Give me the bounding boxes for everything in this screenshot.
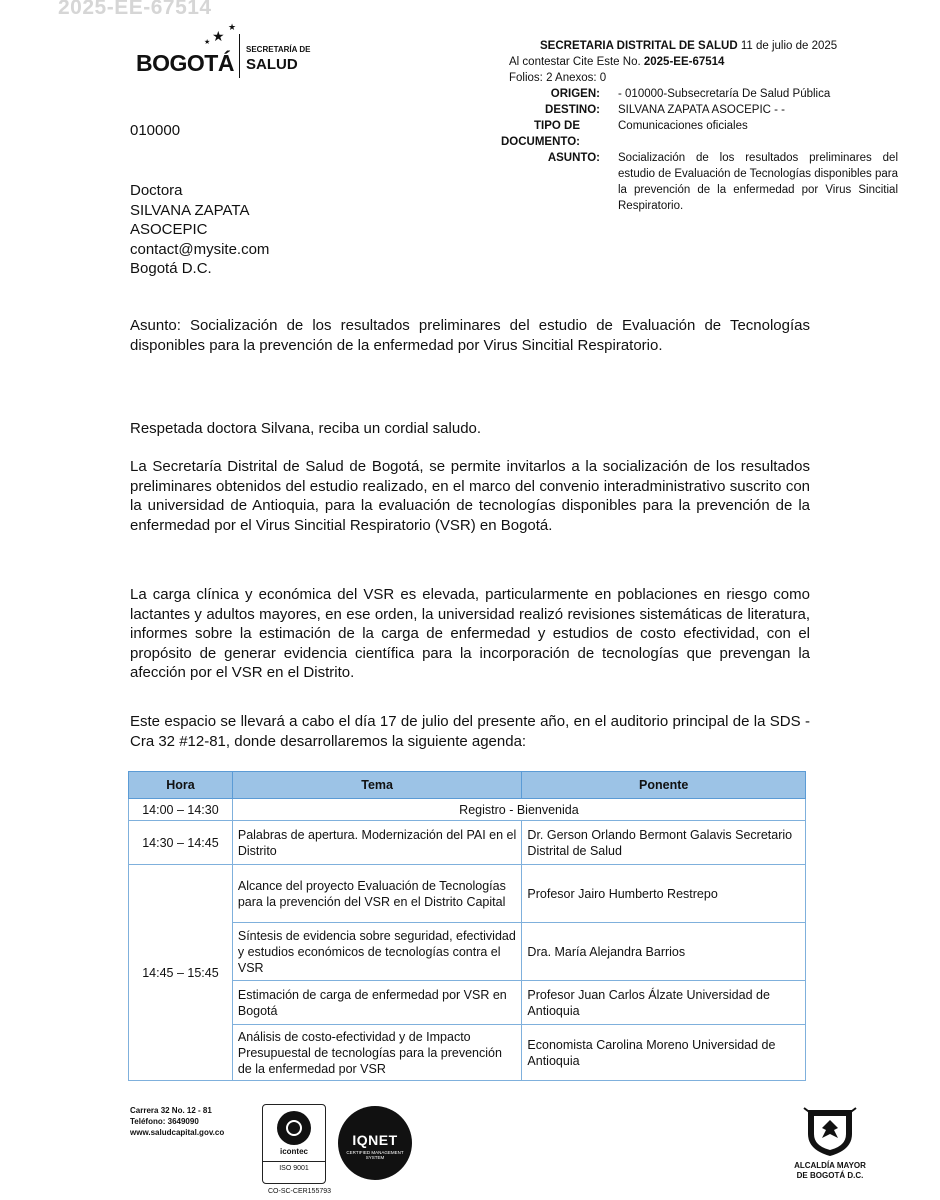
footer-address: Carrera 32 No. 12 - 81: [130, 1106, 212, 1115]
agenda-hora: 14:00 – 14:30: [129, 799, 233, 821]
table-row: [129, 865, 806, 923]
body-paragraph-3: Este espacio se llevará a cabo el día 17 de julio del presente año, en el auditorio principal de la SDS -Cra 32 #12-81, donde desarrollaremos la siguiente agenda:: [130, 713, 810, 750]
subject-paragraph: Asunto: Socialización de los resultados preliminares del estudio de Evaluación de Tecnologías disponibles para la prevención de la enfermedad por Virus Sincitial Respiratorio.: [130, 317, 810, 354]
document-watermark: 2025-EE-67514: [58, 0, 212, 19]
star-icon: ★: [204, 39, 211, 46]
header-hora: Hora: [129, 772, 233, 799]
body-paragraph-2: La carga clínica y económica del VSR es elevada, particularmente en poblaciones en riesgo como lactantes y adultos mayores, en ese orden, la universidad realizó revisiones sistemáticas de literatura, informes sobre la estimación de la carga de enfermedad y estudios de costo efectividad, con el propósito de generar evidencia científica para la incorporación de tecnologías que prevengan la afección por el VSR en el Distrito.: [130, 586, 810, 681]
recipient-name: SILVANA ZAPATA: [130, 201, 250, 219]
recipient-title: Doctora: [130, 182, 183, 199]
agenda-table: [128, 771, 806, 1081]
iqnet-certification-badge: [338, 1106, 412, 1180]
header-ponente: Ponente: [522, 772, 806, 799]
alcaldia-label: [778, 1161, 882, 1181]
agenda-tema: Análisis de costo-efectividad y de Impacto Presupuestal de tecnologías para la prevención de la enfermedad por VSR: [232, 1025, 522, 1081]
alcaldia-line-1: ALCALDÍA MAYOR: [794, 1161, 866, 1170]
cite-number: 2025-EE-67514: [643, 56, 725, 68]
asunto-label: ASUNTO:: [547, 152, 600, 164]
agenda-tema: Palabras de apertura. Modernización del PAI en el Distrito: [232, 821, 522, 865]
agenda-ponente: Dra. María Alejandra Barrios: [522, 923, 806, 981]
icontec-certification-badge: [262, 1104, 326, 1184]
table-row: [129, 821, 806, 865]
footer-address-block: [130, 1105, 224, 1138]
certificate-code: CO-SC-CER155793: [268, 1188, 332, 1195]
bogota-salud-logo: [136, 22, 326, 80]
agenda-tema: Estimación de carga de enfermedad por VSR en Bogotá: [232, 981, 522, 1025]
cite-prefix: Al contestar Cite Este No.: [509, 56, 641, 68]
cite-line: [509, 54, 724, 70]
logo-city: BOGOTÁ: [136, 50, 234, 76]
star-icon: ★: [228, 22, 237, 32]
office-code: 010000: [130, 122, 181, 139]
agenda-ponente: Economista Carolina Moreno Universidad de Antioquia: [522, 1025, 806, 1081]
agenda-tema: Registro - Bienvenida: [232, 799, 805, 821]
table-row: [129, 799, 806, 821]
agenda-tema: Síntesis de evidencia sobre seguridad, efectividad y estudios económicos de tecnologías contra el VSR: [232, 923, 522, 981]
footer-phone: Teléfono: 3649090: [130, 1117, 199, 1126]
icontec-logo-icon: [277, 1111, 311, 1145]
tipo-value: Comunicaciones oficiales: [618, 120, 748, 132]
header-entity-line: [540, 38, 837, 54]
bogota-coat-of-arms-icon: [800, 1104, 860, 1158]
header-date: 11 de julio de 2025: [740, 40, 838, 52]
tipo-label-1: TIPO DE: [533, 120, 580, 132]
recipient-city: Bogotá D.C.: [130, 260, 212, 277]
folios: Folios: 2 Anexos: 0: [509, 72, 607, 84]
header-tema: Tema: [232, 772, 522, 799]
logo-secretaria: SECRETARÍA DE: [246, 45, 311, 54]
logo-divider: [239, 34, 240, 78]
iqnet-sub-label: CERTIFIED MANAGEMENT SYSTEM: [346, 1150, 404, 1160]
recipient-email: contact@mysite.com: [130, 240, 270, 258]
tipo-label-2: DOCUMENTO:: [500, 136, 580, 148]
star-icon: ★: [212, 28, 225, 44]
origen-value: - 010000-Subsecretaría De Salud Pública: [618, 88, 831, 100]
agenda-hora: 14:45 – 15:45: [129, 865, 233, 1081]
agenda-tema: Alcance del proyecto Evaluación de Tecnologías para la prevención del VSR en el Distrito Capital: [232, 865, 522, 923]
body-paragraph-1: La Secretaría Distrital de Salud de Bogotá, se permite invitarlos a la socialización de los resultados preliminares obtenidos del estudio realizado, en el marco del convenio interadministrativo suscrito con la universidad de Antioquia, para la evaluación de tecnologías disponibles para la prevención de la enfermedad por el Virus Sincitial Respiratorio (VSR) en Bogotá.: [130, 458, 810, 534]
recipient-block: [130, 181, 269, 279]
agenda-ponente: Profesor Jairo Humberto Restrepo: [522, 865, 806, 923]
destino-value: SILVANA ZAPATA ASOCEPIC - -: [618, 104, 786, 116]
entity-name: SECRETARIA DISTRITAL DE SALUD: [540, 40, 738, 52]
footer-web: www.saludcapital.gov.co: [130, 1128, 225, 1137]
recipient-org: ASOCEPIC: [130, 221, 208, 238]
asunto-value: Socialización de los resultados preliminares del estudio de Evaluación de Tecnologías disponibles para la prevención de la enfermedad por Virus Sincitial Respiratorio.: [618, 152, 898, 212]
agenda-ponente: Dr. Gerson Orlando Bermont Galavis Secretario Distrital de Salud: [522, 821, 806, 865]
agenda-ponente: Profesor Juan Carlos Álzate Universidad de Antioquia: [522, 981, 806, 1025]
logo-salud: SALUD: [246, 56, 298, 73]
agenda-header-row: [129, 772, 806, 799]
destino-label: DESTINO:: [545, 104, 600, 116]
iqnet-label: IQNET: [352, 1132, 398, 1148]
alcaldia-line-2: DE BOGOTÁ D.C.: [796, 1171, 864, 1180]
origen-label: ORIGEN:: [550, 88, 600, 100]
greeting: Respetada doctora Silvana, reciba un cordial saludo.: [130, 420, 482, 437]
iso-label: ISO 9001: [263, 1161, 325, 1172]
agenda-hora: 14:30 – 14:45: [129, 821, 233, 865]
icontec-label: icontec: [279, 1147, 308, 1156]
